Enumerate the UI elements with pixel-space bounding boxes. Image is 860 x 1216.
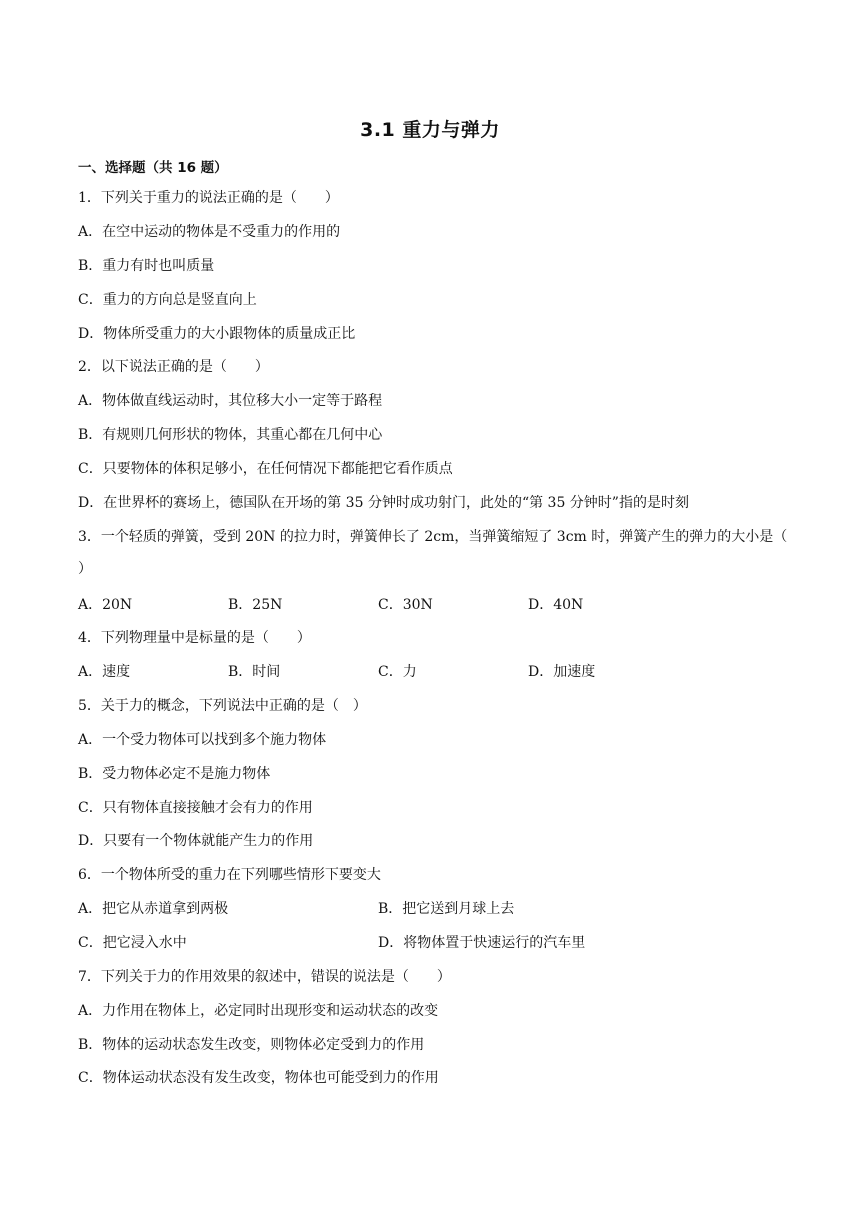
question-3-option-b: B．25N bbox=[228, 597, 283, 613]
question-1-option-c: C．重力的方向总是竖直向上 bbox=[78, 292, 257, 308]
question-3-option-a: A．20N bbox=[78, 597, 133, 613]
question-5-stem: 5．关于力的概念，下列说法中正确的是（ ） bbox=[78, 698, 367, 714]
question-2-option-d: D．在世界杯的赛场上，德国队在开场的第 35 分钟时成功射门，此处的“第 35 分钟时”指的是时刻 bbox=[78, 495, 689, 511]
question-7-stem: 7．下列关于力的作用效果的叙述中，错误的说法是（ ） bbox=[78, 969, 451, 985]
question-6-option-c: C．把它浸入水中 bbox=[78, 935, 187, 951]
question-1-option-d: D．物体所受重力的大小跟物体的质量成正比 bbox=[78, 326, 356, 342]
question-2-option-a: A．物体做直线运动时，其位移大小一定等于路程 bbox=[78, 393, 383, 409]
question-6-stem: 6．一个物体所受的重力在下列哪些情形下要变大 bbox=[78, 867, 381, 883]
question-6-option-b: B．把它送到月球上去 bbox=[378, 901, 515, 917]
question-2-option-c: C．只要物体的体积足够小，在任何情况下都能把它看作质点 bbox=[78, 461, 453, 477]
question-6-option-d: D．将物体置于快速运行的汽车里 bbox=[378, 935, 586, 951]
question-5-option-b: B．受力物体必定不是施力物体 bbox=[78, 766, 271, 782]
question-7-option-a: A．力作用在物体上，必定同时出现形变和运动状态的改变 bbox=[78, 1003, 439, 1019]
question-2-option-b: B．有规则几何形状的物体，其重心都在几何中心 bbox=[78, 427, 383, 443]
document-title: 3.1 重力与弹力 bbox=[360, 119, 500, 141]
question-5-option-c: C．只有物体直接接触才会有力的作用 bbox=[78, 800, 313, 816]
question-4-option-c: C．力 bbox=[378, 664, 417, 680]
question-7-option-b: B．物体的运动状态发生改变，则物体必定受到力的作用 bbox=[78, 1037, 425, 1053]
question-5-option-a: A．一个受力物体可以找到多个施力物体 bbox=[78, 732, 327, 748]
question-2-stem: 2．以下说法正确的是（ ） bbox=[78, 359, 269, 375]
question-6-option-a: A．把它从赤道拿到两极 bbox=[78, 901, 229, 917]
question-4-option-b: B．时间 bbox=[228, 664, 281, 680]
question-5-option-d: D．只要有一个物体就能产生力的作用 bbox=[78, 833, 314, 849]
question-4-option-a: A．速度 bbox=[78, 664, 131, 680]
question-7-option-c: C．物体运动状态没有发生改变，物体也可能受到力的作用 bbox=[78, 1070, 439, 1086]
question-3-stem: 3．一个轻质的弹簧，受到 20N 的拉力时，弹簧伸长了 2cm，当弹簧缩短了 3cm 时，弹簧产生的弹力的大小是（ ） bbox=[78, 529, 788, 577]
section-heading: 一、选择题（共 16 题） bbox=[78, 160, 228, 176]
question-3-option-c: C．30N bbox=[378, 597, 433, 613]
question-1-option-a: A．在空中运动的物体是不受重力的作用的 bbox=[78, 224, 341, 240]
question-3-option-d: D．40N bbox=[528, 597, 584, 613]
question-4-option-d: D．加速度 bbox=[528, 664, 596, 680]
question-1-stem: 1．下列关于重力的说法正确的是（ ） bbox=[78, 190, 339, 206]
question-1-option-b: B．重力有时也叫质量 bbox=[78, 258, 215, 274]
question-4-stem: 4．下列物理量中是标量的是（ ） bbox=[78, 630, 311, 646]
